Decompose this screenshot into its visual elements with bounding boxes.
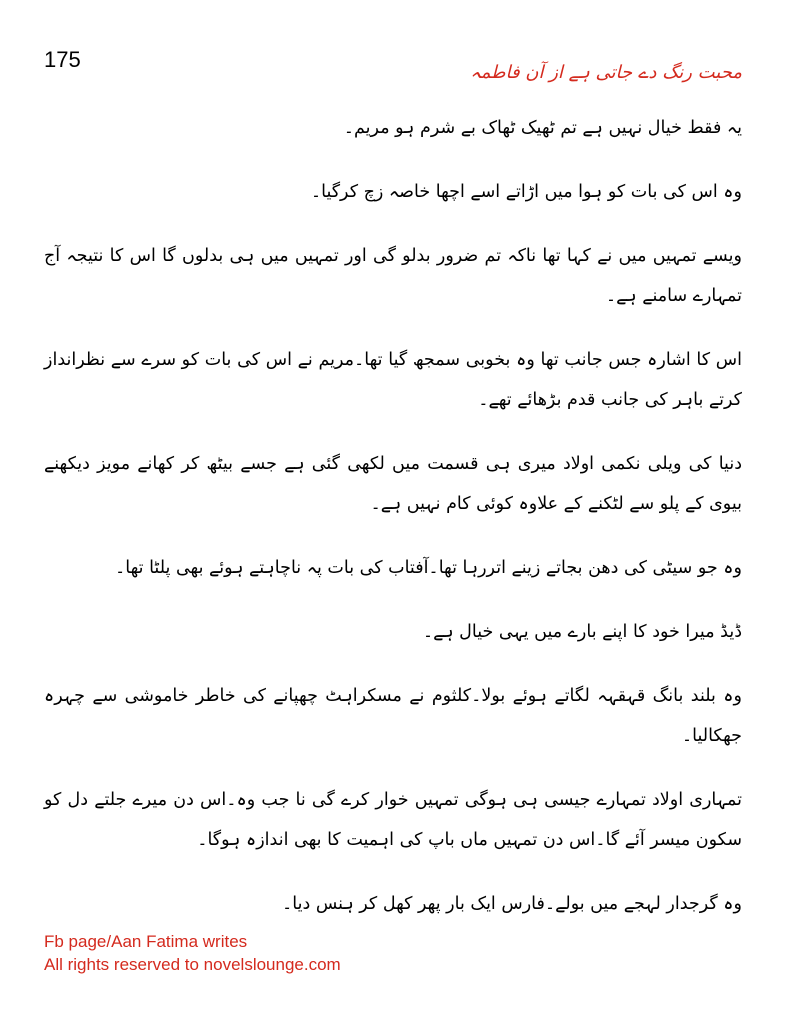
paragraph-4: اس کا اشارہ جس جانب تھا وہ بخوبی سمجھ گیا تھا۔مریم نے اس کی بات کو سرے سے نظرانداز کرتے باہر کی جانب قدم بڑھائے تھے۔ [44,350,742,410]
paragraph-2: وہ اس کی بات کو ہوا میں اڑاتے اسے اچھا خاصہ زچ کرگیا۔ [310,182,742,202]
story-body [44,108,742,948]
paragraph-8: وہ بلند بانگ قہقہہ لگاتے ہوئے بولا۔کلثوم نے مسکراہٹ چھپانے کی خاطر خاموشی سے چہرہ جھکالیا۔ [44,686,742,746]
footer-copyright: All rights reserved to novelslounge.com [44,955,341,974]
paragraph-7: ڈیڈ میرا خود کا اپنے بارے میں یہی خیال ہے۔ [422,622,742,642]
paragraph-6: وہ جو سیٹی کی دھن بجاتے زینے اتررہا تھا۔آفتاب کی بات پہ ناچاہتے ہوئے بھی پلٹا تھا۔ [115,558,742,578]
novel-title-header: محبت رنگ دے جاتی ہے از آن فاطمہ [470,62,742,83]
paragraph-3: ویسے تمہیں میں نے کہا تھا ناکہ تم ضرور بدلو گی اور تمہیں میں ہی بدلوں گا اس کا نتیجہ آج تمہارے سامنے ہے۔ [44,246,742,306]
paragraph-5: دنیا کی ویلی نکمی اولاد میری ہی قسمت میں لکھی گئی ہے جسے بیٹھ کر کھانے مویز دیکھنے بیوی کے پلو سے لٹکنے کے علاوہ کوئی کام نہیں ہے۔ [44,454,742,514]
paragraph-1: یہ فقط خیال نہیں ہے تم ٹھیک ٹھاک بے شرم ہو مریم۔ [343,118,742,138]
paragraph-9: تمہاری اولاد تمہارے جیسی ہی ہوگی تمہیں خوار کرے گی نا جب وہ۔اس دن میرے جلتے دل کو سکون میسر آئے گا۔اس دن تمہیں ماں باپ کی اہمیت کا بھی اندازہ ہوگا۔ [44,790,742,850]
footer-credits [44,930,341,976]
page-number: 175 [44,47,81,72]
footer-facebook-page: Fb page/Aan Fatima writes [44,932,248,951]
paragraph-10: وہ گرجدار لہجے میں بولے۔فارس ایک بار پھر کھل کر ہنس دیا۔ [282,894,742,914]
